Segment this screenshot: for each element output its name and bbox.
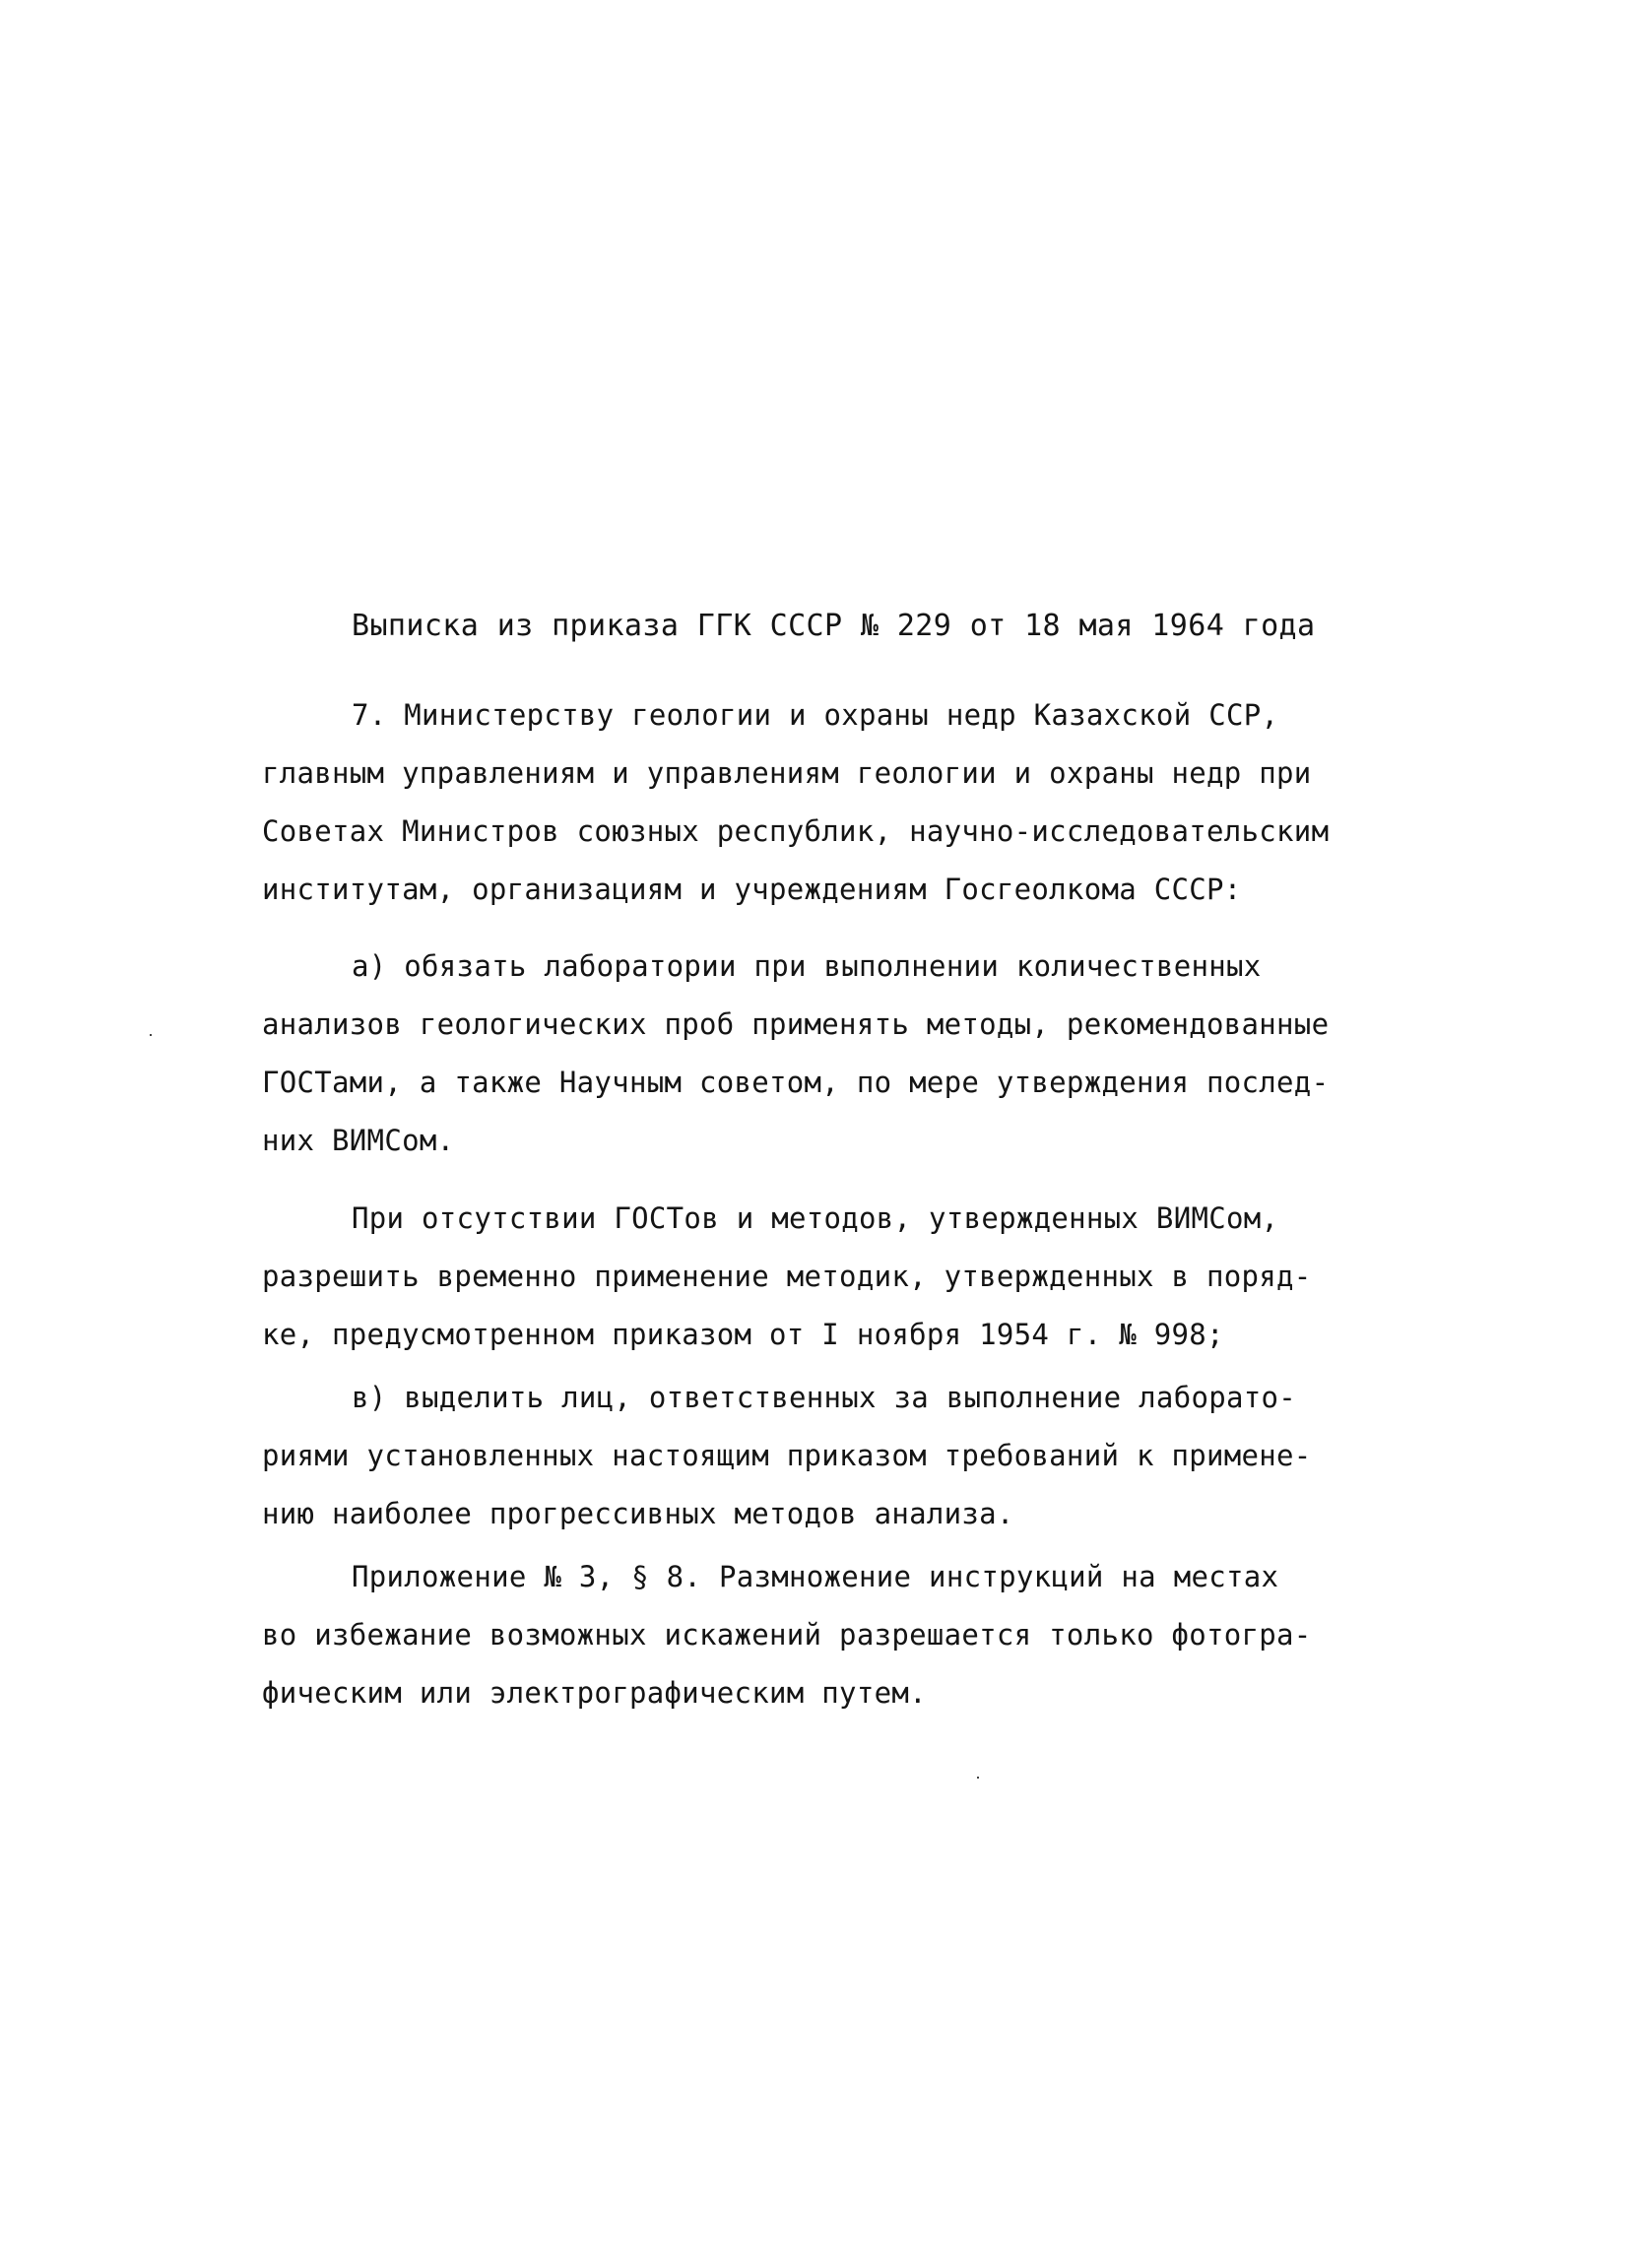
item-a-line-3: ГОСТами, а также Научным советом, по мере утверждения послед- <box>262 1066 1330 1099</box>
item-a-line-2: анализов геологических проб применять методы, рекомендованные <box>262 1007 1330 1041</box>
item-v-line-1: в) выделить лиц, ответственных за выполнение лаборато- <box>352 1381 1297 1414</box>
paragraph-7-line-2: главным управлениям и управлениям геологии и охраны недр при <box>262 756 1312 790</box>
document-title: Выписка из приказа ГГК СССР № 229 от 18 мая 1964 года <box>352 609 1316 643</box>
item-a-line-4: них ВИМСом. <box>262 1124 455 1157</box>
item-a-line-1: а) обязать лаборатории при выполнении количественных <box>352 949 1262 983</box>
appendix-line-3: фическим или электрографическим путем. <box>262 1676 927 1710</box>
scan-speck <box>150 1034 152 1036</box>
appendix-line-2: во избежание возможных искажений разрешается только фотогра- <box>262 1618 1312 1652</box>
appendix-line-1: Приложение № 3, § 8. Размножение инструкций на местах <box>352 1560 1279 1593</box>
item-b-line-1: При отсутствии ГОСТов и методов, утвержденных ВИМСом, <box>352 1201 1279 1235</box>
item-v-line-2: риями установленных настоящим приказом требований к примене- <box>262 1439 1312 1472</box>
scan-speck <box>977 1777 979 1779</box>
item-v-line-3: нию наиболее прогрессивных методов анализа. <box>262 1497 1014 1530</box>
paragraph-7-line-4: институтам, организациям и учреждениям Госгеолкома СССР: <box>262 873 1242 906</box>
item-b-line-2: разрешить временно применение методик, утвержденных в поряд- <box>262 1260 1312 1293</box>
item-b-line-3: ке, предусмотренном приказом от I ноября 1954 г. № 998; <box>262 1318 1224 1351</box>
paragraph-7-line-3: Советах Министров союзных республик, научно-исследовательским <box>262 814 1330 848</box>
paragraph-7-line-1: 7. Министерству геологии и охраны недр Казахской ССР, <box>352 698 1279 732</box>
